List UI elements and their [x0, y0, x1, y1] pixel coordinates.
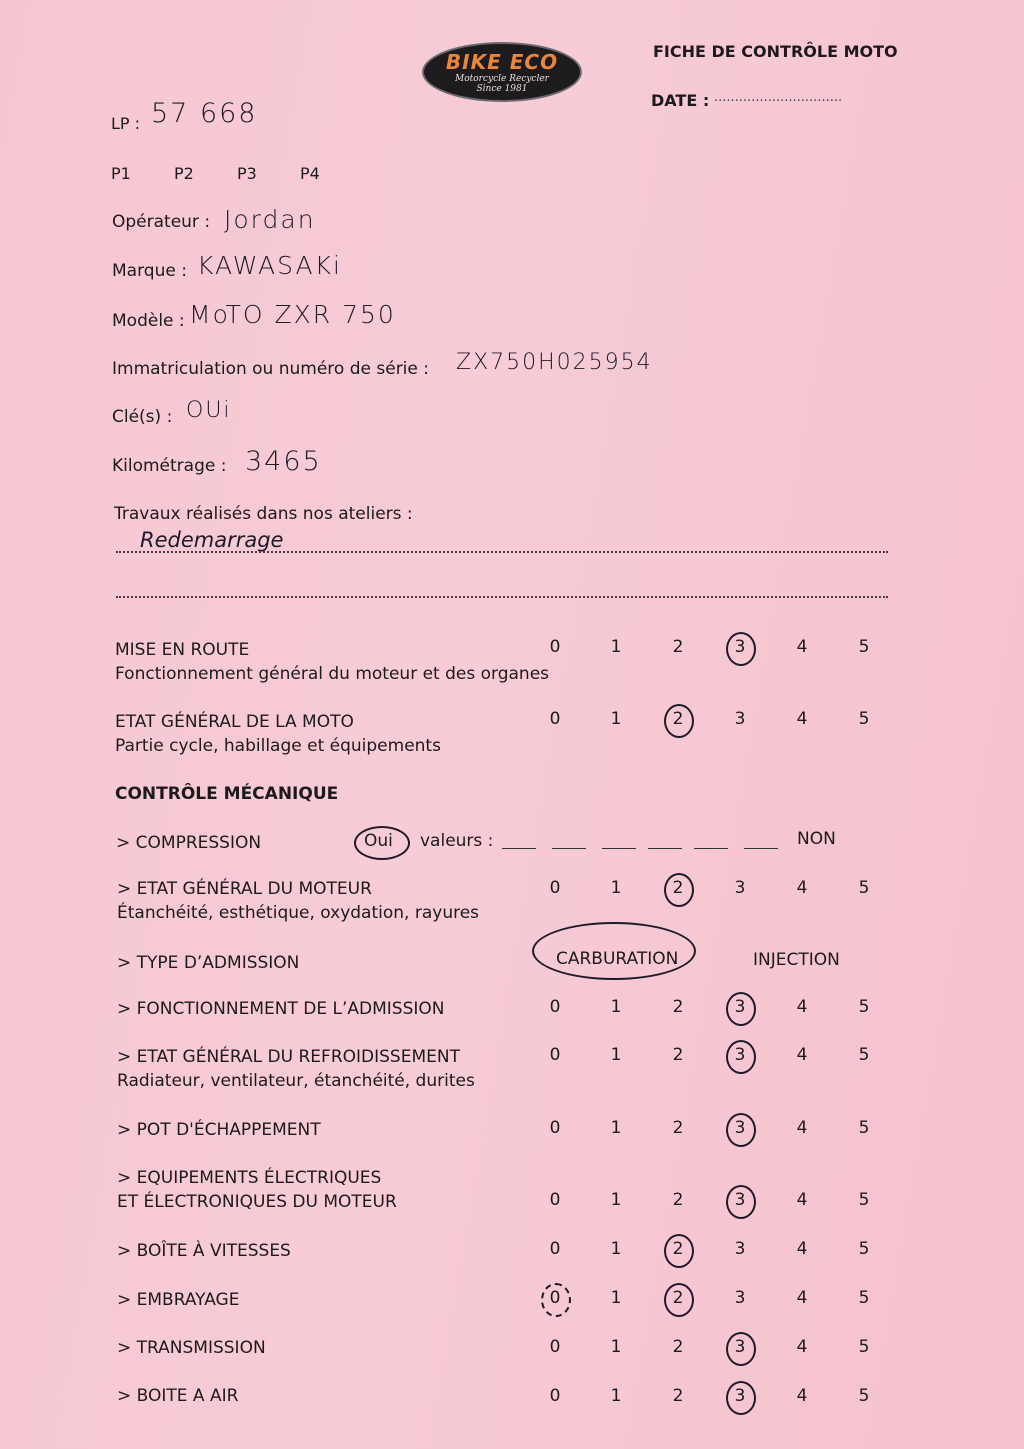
page-title: FICHE DE CONTRÔLE MOTO: [653, 42, 898, 61]
etat-general-score-0[interactable]: 0: [549, 709, 561, 729]
check-2-score-4[interactable]: 4: [796, 1045, 808, 1065]
check-8-score-3[interactable]: 3: [734, 1386, 746, 1406]
position-p3[interactable]: P3: [237, 164, 257, 183]
kilometrage-label: Kilométrage :: [112, 456, 227, 476]
check-3-score-4[interactable]: 4: [796, 1118, 808, 1138]
mise-en-route-score-3[interactable]: 3: [734, 637, 746, 657]
check-4-score-0[interactable]: 0: [549, 1190, 561, 1210]
etat-general-score-4[interactable]: 4: [796, 709, 808, 729]
check-8-score-5[interactable]: 5: [858, 1386, 870, 1406]
check-6-crossed-mark: [541, 1283, 571, 1317]
check-4-score-3[interactable]: 3: [734, 1190, 746, 1210]
immatriculation-value[interactable]: ZX750H025954: [456, 350, 653, 375]
admission-carburation[interactable]: CARBURATION: [556, 949, 679, 969]
date-field[interactable]: ...............................: [714, 90, 843, 105]
check-1-score-2[interactable]: 2: [672, 997, 684, 1017]
check-0-score-0[interactable]: 0: [549, 878, 561, 898]
check-sub-2: Radiateur, ventilateur, étanchéité, durites: [117, 1071, 475, 1091]
check-3-score-2[interactable]: 2: [672, 1118, 684, 1138]
marque-label: Marque :: [112, 261, 187, 281]
compression-value-1[interactable]: [502, 848, 536, 849]
check-7-score-4[interactable]: 4: [796, 1337, 808, 1357]
check-6-score-2[interactable]: 2: [672, 1288, 684, 1308]
check-2-score-2[interactable]: 2: [672, 1045, 684, 1065]
bike-eco-logo: [422, 42, 582, 102]
check-1-score-3[interactable]: 3: [734, 997, 746, 1017]
marque-value[interactable]: KAWASAKi: [197, 251, 342, 280]
compression-valeurs-label: valeurs :: [420, 831, 494, 851]
check-6-selected-circle: [664, 1283, 694, 1317]
operateur-label: Opérateur :: [112, 212, 211, 232]
check-label-8: > BOITE A AIR: [117, 1386, 239, 1406]
etat-general-score-1[interactable]: 1: [610, 709, 622, 729]
check-0-score-4[interactable]: 4: [796, 878, 808, 898]
compression-value-4[interactable]: [648, 848, 682, 849]
cles-label: Clé(s) :: [112, 407, 173, 427]
check-2-score-5[interactable]: 5: [858, 1045, 870, 1065]
check-3-score-0[interactable]: 0: [549, 1118, 561, 1138]
position-p1[interactable]: P1: [111, 164, 131, 183]
check-5-score-5[interactable]: 5: [858, 1239, 870, 1259]
check-label-4: > EQUIPEMENTS ÉLECTRIQUES: [117, 1168, 382, 1188]
check-4-score-2[interactable]: 2: [672, 1190, 684, 1210]
etat-general-score-3[interactable]: 3: [734, 709, 746, 729]
check-7-score-1[interactable]: 1: [610, 1337, 622, 1357]
mise-en-route-selected-circle: [726, 632, 756, 666]
compression-non[interactable]: NON: [797, 829, 836, 849]
compression-value-2[interactable]: [552, 848, 586, 849]
check-1-score-1[interactable]: 1: [610, 997, 622, 1017]
check-0-score-3[interactable]: 3: [734, 878, 746, 898]
check-1-score-5[interactable]: 5: [858, 997, 870, 1017]
check-6-score-1[interactable]: 1: [610, 1288, 622, 1308]
check-3-score-1[interactable]: 1: [610, 1118, 622, 1138]
check-6-score-4[interactable]: 4: [796, 1288, 808, 1308]
compression-oui-circle: [354, 826, 410, 860]
check-label-1: > FONCTIONNEMENT DE L’ADMISSION: [117, 999, 445, 1019]
check-4-score-5[interactable]: 5: [858, 1190, 870, 1210]
compression-value-3[interactable]: [602, 848, 636, 849]
check-3-score-5[interactable]: 5: [858, 1118, 870, 1138]
etat-general-sub: Partie cycle, habillage et équipements: [115, 736, 441, 756]
check-0-score-1[interactable]: 1: [610, 878, 622, 898]
lp-value: 57 668: [151, 98, 258, 129]
check-2-score-0[interactable]: 0: [549, 1045, 561, 1065]
check-8-score-1[interactable]: 1: [610, 1386, 622, 1406]
operateur-value[interactable]: Jordan: [224, 205, 316, 234]
check-8-score-2[interactable]: 2: [672, 1386, 684, 1406]
check-7-selected-circle: [726, 1332, 756, 1366]
etat-general-title: ETAT GÉNÉRAL DE LA MOTO: [115, 712, 354, 732]
mise-en-route-sub: Fonctionnement général du moteur et des organes: [115, 664, 550, 684]
check-6-score-3[interactable]: 3: [734, 1288, 746, 1308]
check-4-score-4[interactable]: 4: [796, 1190, 808, 1210]
carburation-circle: [532, 922, 696, 980]
logo-tagline: Motorcycle Recycler: [455, 74, 549, 84]
travaux-line-1[interactable]: [116, 551, 888, 553]
check-4-selected-circle: [726, 1185, 756, 1219]
compression-oui[interactable]: Oui: [364, 831, 393, 851]
check-label-2: > ETAT GÉNÉRAL DU REFROIDISSEMENT: [117, 1047, 460, 1067]
check-0-selected-circle: [664, 873, 694, 907]
logo-since: Since 1981: [476, 84, 528, 94]
etat-general-score-2[interactable]: 2: [672, 709, 684, 729]
check-1-score-4[interactable]: 4: [796, 997, 808, 1017]
admission-injection[interactable]: INJECTION: [753, 950, 840, 970]
check-5-score-2[interactable]: 2: [672, 1239, 684, 1259]
kilometrage-value[interactable]: 3465: [245, 446, 322, 477]
check-6-score-5[interactable]: 5: [858, 1288, 870, 1308]
position-p4[interactable]: P4: [300, 164, 320, 183]
section-title: CONTRÔLE MÉCANIQUE: [115, 784, 339, 804]
mise-en-route-score-1[interactable]: 1: [610, 637, 622, 657]
check-3-score-3[interactable]: 3: [734, 1118, 746, 1138]
check-4-score-1[interactable]: 1: [610, 1190, 622, 1210]
logo-brand: BIKE ECO: [445, 50, 559, 74]
check-7-score-2[interactable]: 2: [672, 1337, 684, 1357]
mise-en-route-score-2[interactable]: 2: [672, 637, 684, 657]
check-6-score-0[interactable]: 0: [549, 1288, 561, 1308]
check-2-score-1[interactable]: 1: [610, 1045, 622, 1065]
check-8-score-4[interactable]: 4: [796, 1386, 808, 1406]
compression-value-6[interactable]: [744, 848, 778, 849]
compression-value-5[interactable]: [694, 848, 728, 849]
check-5-score-1[interactable]: 1: [610, 1239, 622, 1259]
check-7-score-5[interactable]: 5: [858, 1337, 870, 1357]
check-5-selected-circle: [664, 1234, 694, 1268]
mise-en-route-score-0[interactable]: 0: [549, 637, 561, 657]
check-7-score-0[interactable]: 0: [549, 1337, 561, 1357]
mise-en-route-score-4[interactable]: 4: [796, 637, 808, 657]
travaux-label: Travaux réalisés dans nos ateliers :: [114, 504, 413, 524]
check-7-score-3[interactable]: 3: [734, 1337, 746, 1357]
check-1-score-0[interactable]: 0: [549, 997, 561, 1017]
modele-value[interactable]: MoTO ZXR 750: [189, 300, 396, 329]
check-0-score-2[interactable]: 2: [672, 878, 684, 898]
etat-general-selected-circle: [664, 704, 694, 738]
check-5-score-4[interactable]: 4: [796, 1239, 808, 1259]
travaux-line-2[interactable]: [116, 596, 888, 598]
check-label-3: > POT D'ÉCHAPPEMENT: [117, 1120, 321, 1140]
date-label: DATE :: [651, 91, 710, 110]
immatriculation-label: Immatriculation ou numéro de série :: [112, 359, 429, 379]
check-5-score-0[interactable]: 0: [549, 1239, 561, 1259]
mise-en-route-score-5[interactable]: 5: [858, 637, 870, 657]
check-8-selected-circle: [726, 1381, 756, 1415]
compression-label: > COMPRESSION: [116, 833, 262, 853]
etat-general-score-5[interactable]: 5: [858, 709, 870, 729]
check-sub-0: Étanchéité, esthétique, oxydation, rayures: [117, 903, 480, 923]
check-1-selected-circle: [726, 992, 756, 1026]
check-2-score-3[interactable]: 3: [734, 1045, 746, 1065]
check-label-5: > BOÎTE À VITESSES: [117, 1241, 291, 1261]
lp-label: LP :: [111, 114, 141, 133]
check-3-selected-circle: [726, 1113, 756, 1147]
check-5-score-3[interactable]: 3: [734, 1239, 746, 1259]
position-p2[interactable]: P2: [174, 164, 194, 183]
check-2-selected-circle: [726, 1040, 756, 1074]
check-label-6: > EMBRAYAGE: [117, 1290, 240, 1310]
mise-en-route-title: MISE EN ROUTE: [115, 640, 250, 660]
check-label-0: > ETAT GÉNÉRAL DU MOTEUR: [117, 879, 372, 899]
travaux-value[interactable]: Redemarrage: [140, 528, 284, 552]
cles-value[interactable]: OUi: [186, 398, 232, 423]
modele-label: Modèle :: [112, 311, 185, 331]
check-sub-4: ET ÉLECTRONIQUES DU MOTEUR: [117, 1192, 397, 1212]
check-label-7: > TRANSMISSION: [117, 1338, 266, 1358]
check-8-score-0[interactable]: 0: [549, 1386, 561, 1406]
check-0-score-5[interactable]: 5: [858, 878, 870, 898]
admission-type-label: > TYPE D’ADMISSION: [117, 953, 300, 973]
